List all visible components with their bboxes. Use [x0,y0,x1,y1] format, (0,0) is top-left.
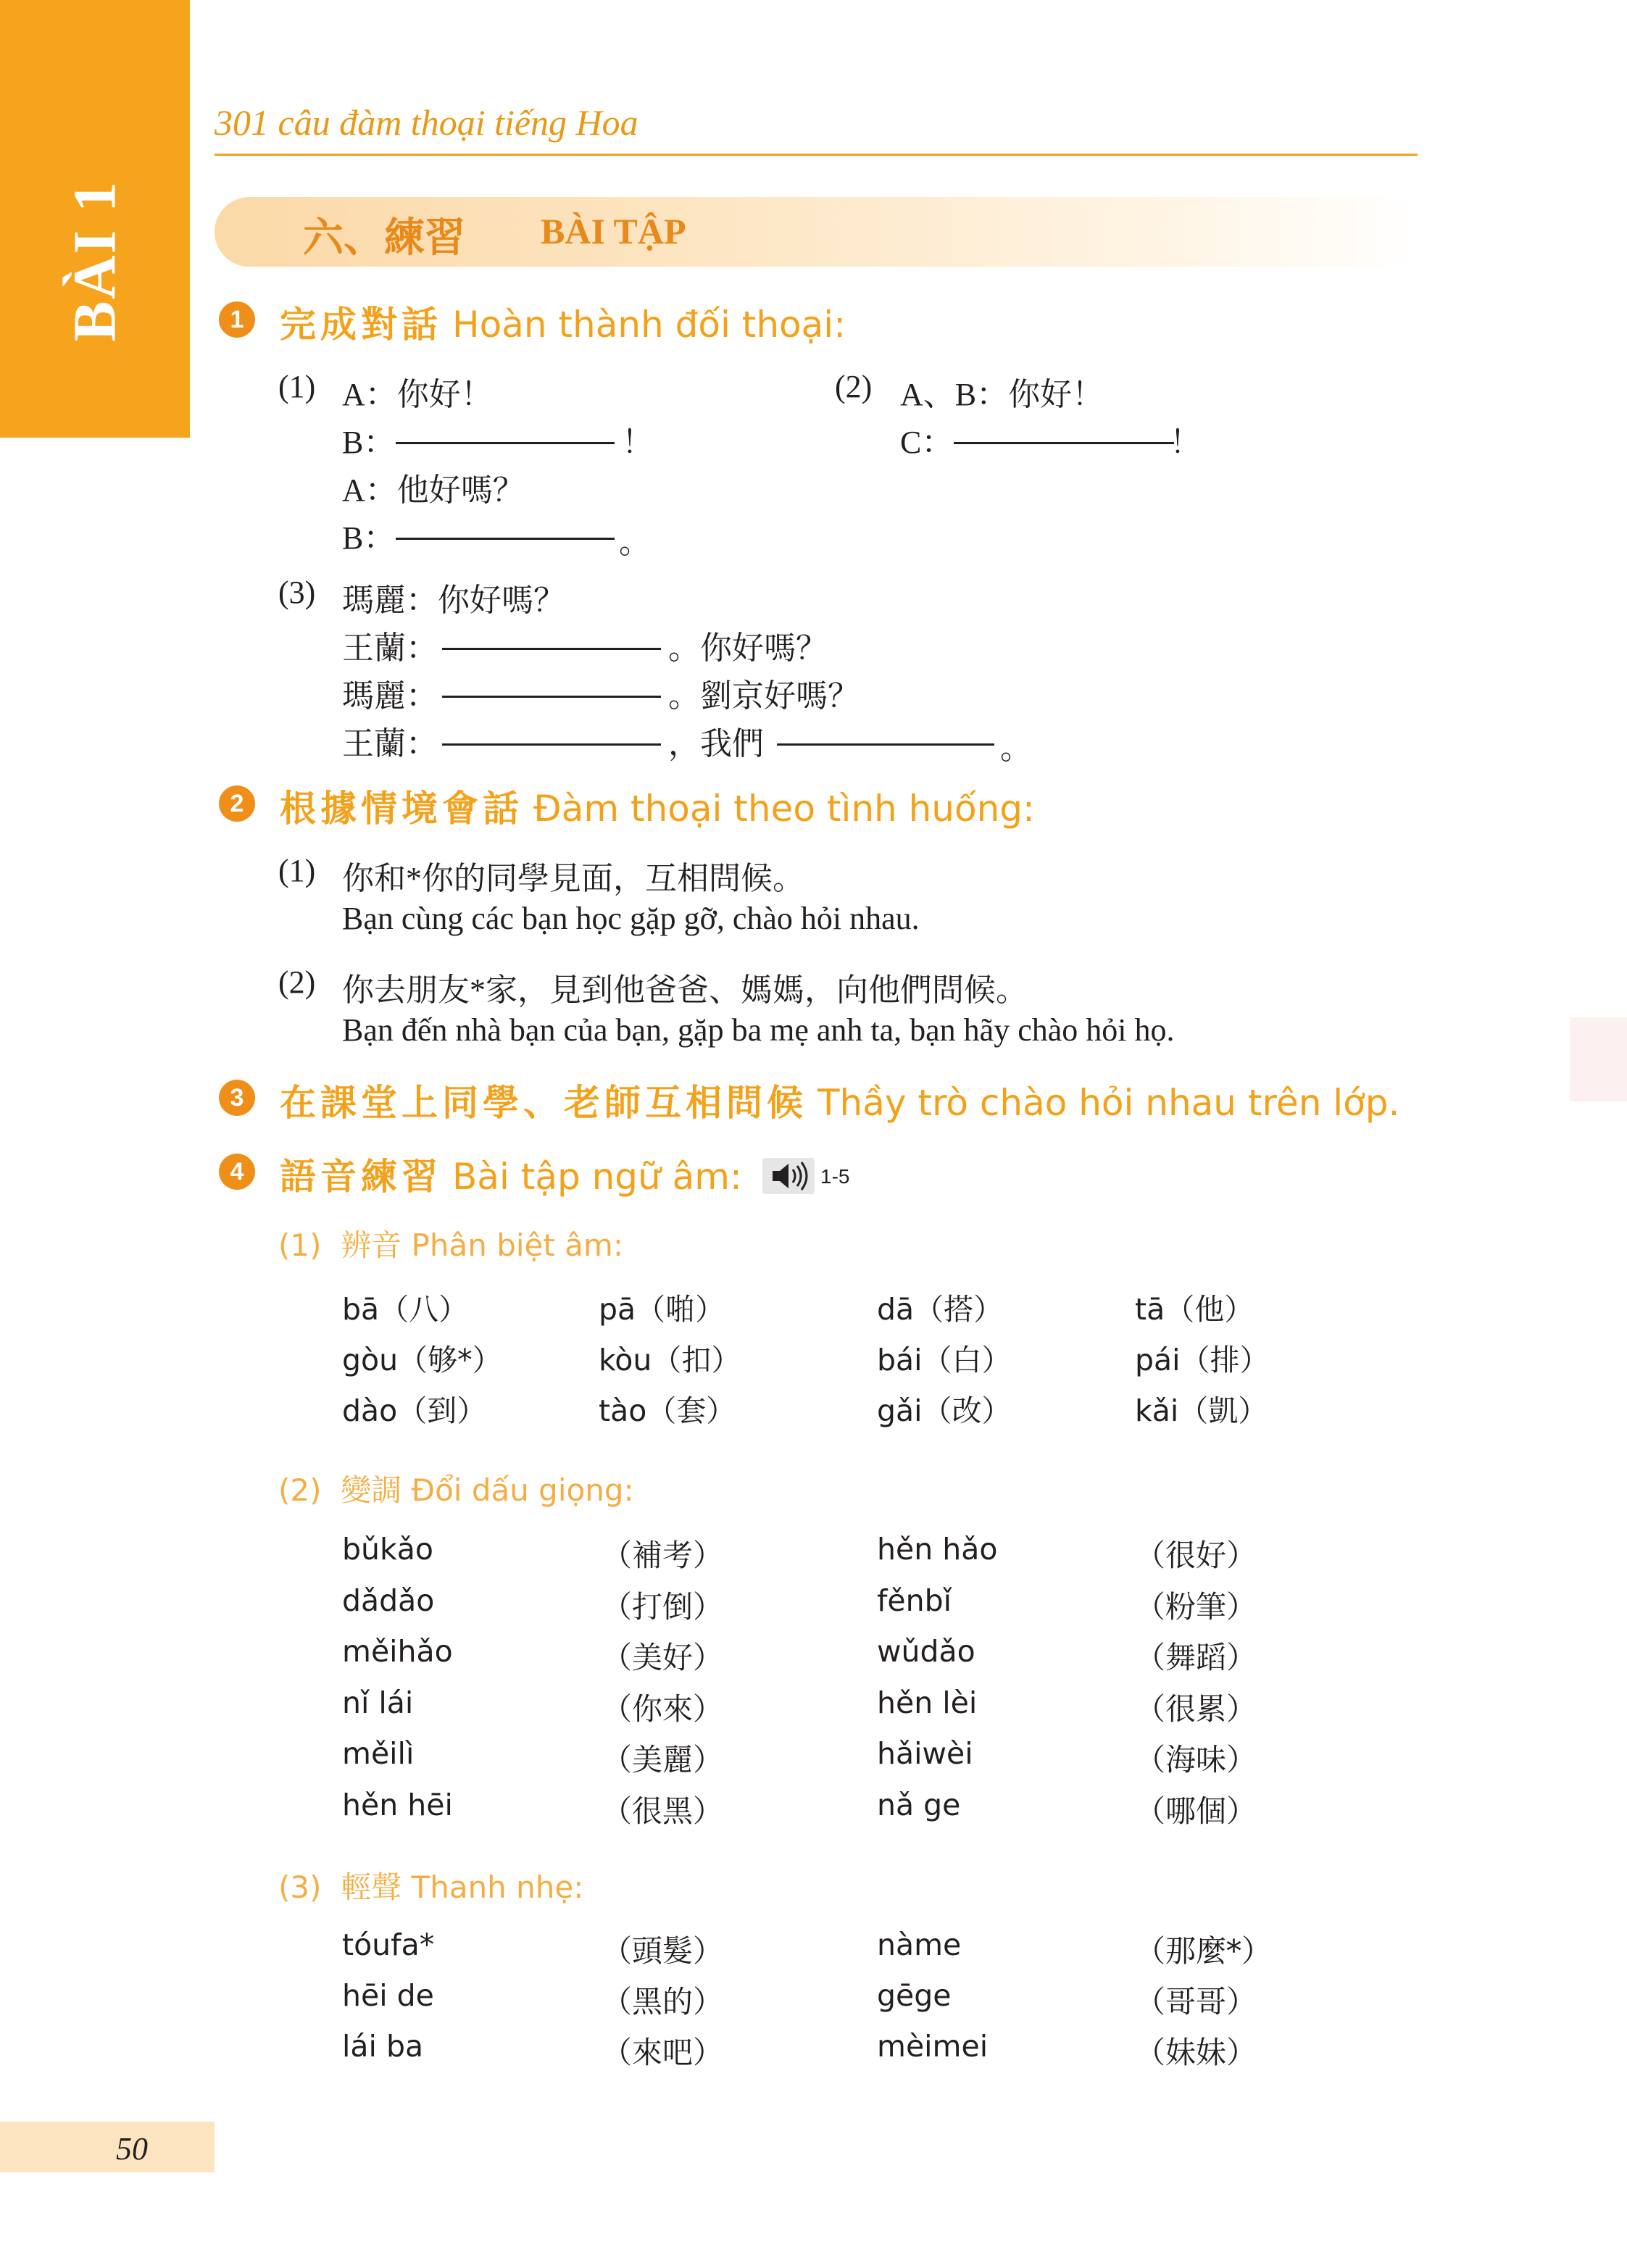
ex1-q2-number: (2) [835,369,873,404]
part2-cell: （很累） [1135,1690,1257,1727]
part2-cell: dǎdǎo [342,1583,435,1618]
part1-cell: gǎi（改） [877,1393,1012,1428]
part1-cell: dào（到） [342,1393,487,1428]
header-rule [215,154,1418,156]
ex2-item2-zh: 你去朋友*家，見到他爸爸、媽媽，向他們問候。 [342,972,1028,1008]
part2-cell: wǔdǎo [877,1634,975,1669]
part2-cell: hěn hēi [342,1787,453,1822]
part3-cell: （黑的） [602,1984,724,2019]
exercise-3-badge: 3 [219,1080,255,1116]
ex1-q3-line2-speaker: 王蘭： [342,630,438,666]
exercise-4-title-vi: Bài tập ngữ âm: [452,1156,742,1198]
exercise-3-title [280,1074,1399,1126]
ex1-q3-line3-speaker: 瑪麗： [342,678,438,714]
audio-track-number: 1-5 [820,1165,850,1188]
exercise-1-title-vi: Hoàn thành đối thoại: [452,304,846,346]
page-number: 50 [116,2131,148,2167]
answer-blank[interactable] [442,696,661,698]
part2-cell: nǐ lái [342,1685,414,1720]
exercise-2-badge: 2 [219,785,255,822]
part2-cell: měihǎo [342,1634,453,1669]
exercise-1-title-zh: 完成對話 [280,303,442,346]
ex1-q3-line2-end: 。你好嗎？ [668,630,828,666]
part2-cell: （美麗） [602,1742,724,1777]
ex2-item2-number: (2) [278,964,316,1000]
ex1-q2-line2-end: ！ [1170,425,1202,460]
ex2-item1-number: (1) [278,853,316,888]
part3-cell: lái ba [342,2029,424,2064]
part2-cell: （美好） [602,1640,724,1675]
ex1-q2-line1: A、B：你好！ [900,377,1104,412]
section-banner [215,197,1418,267]
part1-cell: pā（啪） [599,1292,725,1327]
answer-blank[interactable] [442,743,661,746]
ex1-q1-line2-end: ！ [622,425,654,460]
part1-cell: dā（搭） [877,1292,1004,1327]
answer-blank[interactable] [396,442,615,444]
lesson-tab [0,0,190,438]
part2-cell: （很好） [1135,1538,1257,1573]
ex1-q1-line2-speaker: B： [342,425,396,460]
answer-blank[interactable] [396,538,615,540]
part1-cell: bā（八） [342,1292,469,1327]
part3-cell: （那麼*） [1135,1933,1273,1969]
exercise-1-badge: 1 [219,301,255,338]
ex1-q1-line4-end: 。 [619,525,651,560]
part3-cell: hēi de [342,1978,434,2013]
part3-cell: gēge [877,1978,952,2013]
speaker-icon[interactable] [762,1158,815,1194]
part2-cell: hěn hǎo [877,1532,998,1567]
exercise-4-title-zh: 語音練習 [280,1155,442,1198]
ex2-item1-zh: 你和*你的同學見面，互相問候。 [342,861,804,896]
ex2-item2-vi: Bạn đến nhà bạn của bạn, gặp ba mẹ anh ta, bạn hãy chào hỏi họ. [342,1012,1175,1048]
ex1-q1-line1: A：你好！ [342,377,493,412]
lesson-tab-label: BÀI 1 [61,180,129,342]
running-header: 301 câu đàm thoại tiếng Hoa [215,102,638,143]
ex4-part3-number: (3) [278,1869,322,1905]
part3-cell: nàme [877,1927,962,1962]
part2-cell: （哪個） [1135,1793,1257,1829]
exercise-3-title-vi: Thầy trò chào hỏi nhau trên lớp. [817,1082,1400,1124]
answer-blank[interactable] [954,442,1174,444]
ex4-part2-label: 變調 Đổi dấu giọng: [341,1472,634,1508]
part1-cell: tào（套） [599,1393,736,1428]
part2-cell: （粉筆） [1135,1588,1257,1625]
part2-cell: bǔkǎo [342,1532,433,1567]
part2-cell: （舞蹈） [1135,1640,1257,1675]
part3-cell: （妹妹） [1135,2035,1257,2070]
part1-cell: pái（排） [1135,1343,1270,1377]
exercise-1-title [280,296,846,348]
exercise-3-title-zh: 在課堂上同學、老師互相問候 [280,1081,807,1124]
part2-cell: fěnbǐ [877,1583,952,1618]
footer-band [0,2122,215,2172]
section-title-vi: BÀI TẬP [541,211,686,251]
side-marker [1570,1017,1627,1101]
ex4-part2-number: (2) [278,1472,322,1508]
ex1-q3-line1: 瑪麗：你好嗎？ [342,583,565,618]
ex4-part1-number: (1) [278,1227,322,1263]
exercise-2-title-zh: 根據情境會話 [280,787,523,830]
section-title-zh: 六、練習 [303,214,465,262]
part1-cell: gòu（够*） [342,1343,502,1377]
part2-cell: （你來） [602,1690,724,1727]
part2-cell: nǎ ge [877,1787,961,1822]
part2-cell: （海味） [1135,1742,1257,1777]
ex4-part3-label: 輕聲 Thanh nhẹ: [341,1869,584,1905]
part3-cell: （來吧） [602,2035,724,2070]
ex1-q3-line4-end: 。 [1000,730,1032,766]
exercise-4-title [280,1148,742,1200]
ex1-q1-number: (1) [278,369,316,404]
ex1-q3-number: (3) [278,575,316,610]
exercise-4-badge: 4 [219,1154,255,1190]
answer-blank[interactable] [777,743,994,746]
ex2-item1-vi: Bạn cùng các bạn học gặp gỡ, chào hỏi nhau. [342,901,920,936]
part1-cell: kòu（扣） [599,1343,741,1377]
part3-cell: （頭髮） [602,1933,724,1969]
ex1-q3-line4-middle: ，我們 [668,726,764,762]
ex1-q2-line2-speaker: C： [900,425,954,460]
ex1-q3-line4-speaker: 王蘭： [342,726,438,762]
part1-cell: kǎi（凱） [1135,1393,1268,1428]
part3-cell: mèimei [877,2029,989,2064]
part2-cell: měilì [342,1736,415,1771]
ex4-part2-title [278,1467,634,1510]
part2-cell: hǎiwèi [877,1736,973,1771]
part2-cell: （打倒） [602,1588,724,1625]
part1-cell: tā（他） [1135,1292,1254,1327]
part2-cell: （很黑） [602,1793,724,1829]
ex4-part1-title [278,1222,623,1265]
part2-cell: hěn lèi [877,1685,978,1720]
ex1-q1-line3: A：他好嗎？ [342,472,525,508]
ex4-part1-label: 辨音 Phân biệt âm: [341,1227,623,1263]
part2-cell: （補考） [602,1538,724,1573]
part3-cell: （哥哥） [1135,1984,1257,2019]
exercise-2-title [280,780,1035,832]
ex1-q3-line3-end: 。劉京好嗎？ [668,678,860,714]
part3-cell: tóufa* [342,1927,435,1962]
part1-cell: bái（白） [877,1343,1012,1377]
exercise-2-title-vi: Đàm thoại theo tình huống: [533,788,1035,830]
answer-blank[interactable] [442,648,661,650]
ex4-part3-title [278,1864,583,1907]
ex1-q1-line4-speaker: B： [342,520,396,556]
